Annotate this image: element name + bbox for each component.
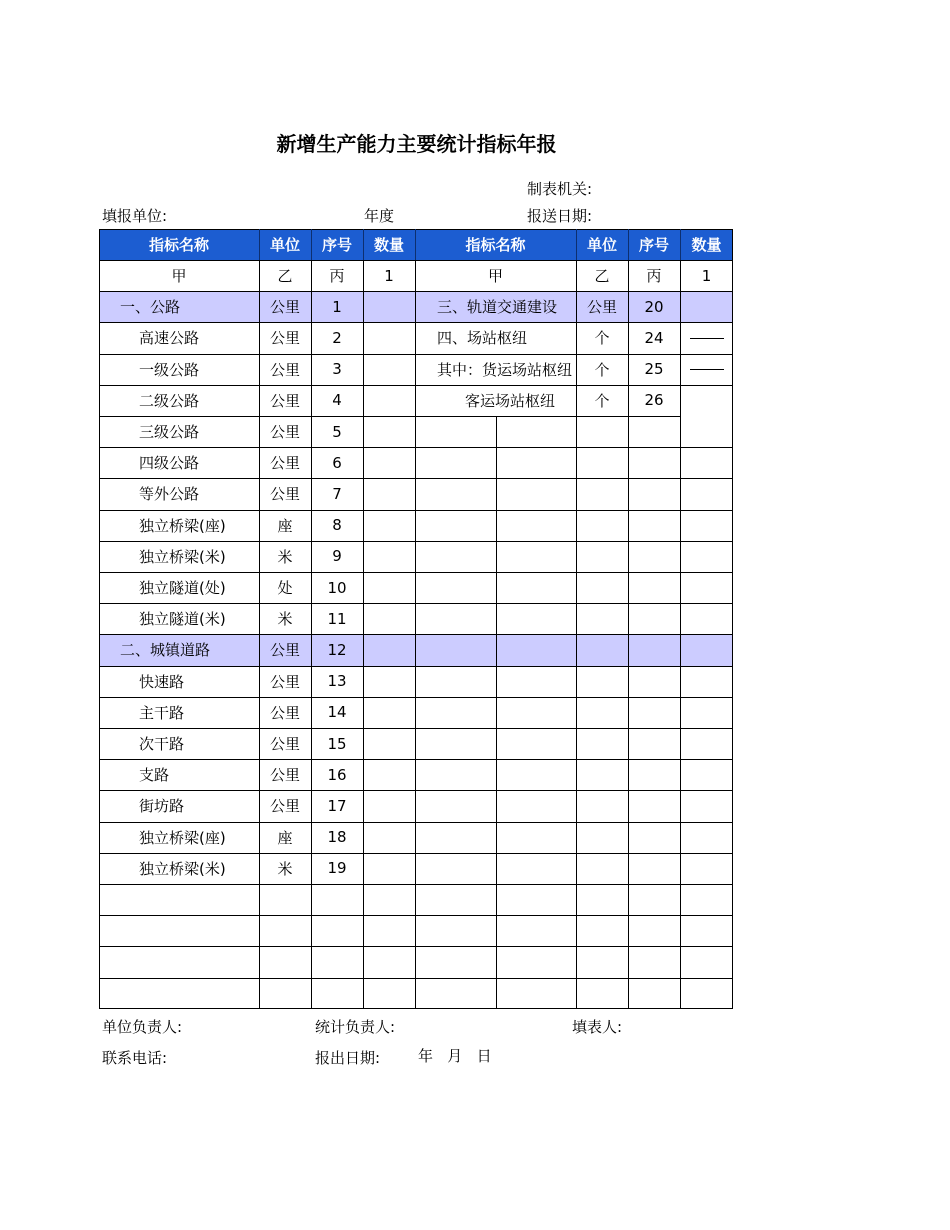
- seq-cell: 19: [327, 859, 347, 878]
- grid-line: [99, 978, 733, 979]
- indicator-name: 四级公路: [139, 454, 200, 473]
- seq-cell: 13: [327, 672, 347, 691]
- grid-line: [99, 822, 733, 823]
- header-separator: [576, 229, 577, 260]
- seq-cell: 2: [332, 328, 342, 347]
- unit-cell: 公里: [269, 329, 300, 348]
- unit-cell: 公里: [269, 423, 300, 442]
- unit-cell: 公里: [269, 360, 300, 379]
- right-indicator-name: 客运场站枢纽: [465, 391, 556, 410]
- indicator-name: 街坊路: [139, 797, 185, 816]
- right-seq-cell: 24: [644, 328, 664, 347]
- header-separator: [311, 229, 312, 260]
- unit-cell: 公里: [269, 454, 300, 473]
- grid-line: [99, 853, 733, 854]
- indicator-name: 一、公路: [120, 298, 181, 317]
- indicator-name: 等外公路: [139, 485, 200, 504]
- right-indicator-name: 三、轨道交通建设: [437, 298, 558, 317]
- indicator-name: 高速公路: [139, 329, 200, 348]
- seq-cell: 11: [327, 609, 347, 628]
- unit-cell: 公里: [269, 641, 300, 660]
- tabulating-org-label: 制表机关:: [527, 180, 593, 198]
- unit-cell: 公里: [269, 391, 300, 410]
- grid-line: [576, 229, 577, 1009]
- grid-line: [99, 385, 733, 386]
- unit-cell: 公里: [269, 672, 300, 691]
- year-label: 年度: [364, 207, 395, 225]
- seq-cell: 3: [332, 360, 342, 379]
- seq-cell: 5: [332, 422, 342, 441]
- grid-line: [99, 759, 733, 760]
- seq-cell: 9: [332, 547, 342, 566]
- grid-line: [415, 229, 416, 1009]
- header-separator: [628, 229, 629, 260]
- grid-line: [680, 229, 681, 1009]
- grid-line: [259, 229, 260, 1009]
- grid-line: [99, 291, 733, 292]
- grid-line: [99, 697, 733, 698]
- grid-line: [628, 229, 629, 1009]
- seq-cell: 14: [327, 703, 347, 722]
- grid-line: [99, 260, 733, 261]
- grid-line: [99, 603, 733, 604]
- header-cell: 序号: [321, 236, 352, 254]
- grid-line: [496, 416, 497, 1009]
- header-cell: 单位: [586, 236, 617, 254]
- header-cell: 数量: [373, 236, 404, 254]
- grid-line: [99, 229, 100, 1009]
- phone-label: 联系电话:: [102, 1049, 168, 1067]
- indicator-name: 一级公路: [139, 360, 200, 379]
- submit-date-label: 报送日期:: [527, 207, 593, 225]
- seq-cell: 12: [327, 640, 347, 659]
- filler-label: 填表人:: [572, 1018, 623, 1036]
- grid-line: [99, 666, 733, 667]
- code-cell: 1: [384, 266, 394, 285]
- unit-cell: 公里: [269, 735, 300, 754]
- code-cell: 甲: [487, 267, 503, 286]
- code-cell: 甲: [171, 267, 187, 286]
- unit-cell: 座: [277, 516, 293, 535]
- indicator-name: 次干路: [139, 735, 185, 754]
- header-separator: [680, 229, 681, 260]
- grid-line: [99, 541, 733, 542]
- indicator-name: 独立隧道(处): [139, 579, 226, 598]
- right-unit-cell: 个: [594, 360, 610, 379]
- header-cell: 指标名称: [148, 236, 209, 254]
- right-unit-cell: 个: [594, 391, 610, 410]
- grid-line: [311, 229, 312, 1009]
- code-cell: 1: [701, 266, 712, 285]
- grid-line: [732, 229, 733, 1009]
- not-applicable-dash: [690, 369, 724, 370]
- unit-head-label: 单位负责人:: [102, 1018, 183, 1036]
- header-separator: [363, 229, 364, 260]
- header-cell: 数量: [691, 236, 722, 254]
- report-date-label: 报出日期:: [315, 1049, 381, 1067]
- grid-line: [99, 354, 733, 355]
- grid-line: [99, 229, 733, 230]
- indicator-table: [99, 229, 733, 1008]
- grid-line: [99, 1008, 733, 1009]
- header-separator: [259, 229, 260, 260]
- seq-cell: 8: [332, 516, 342, 535]
- unit-cell: 公里: [269, 703, 300, 722]
- unit-cell: 公里: [269, 298, 300, 317]
- indicator-name: 独立隧道(米): [139, 610, 226, 629]
- right-unit-cell: 公里: [586, 298, 617, 317]
- indicator-name: 独立桥梁(米): [139, 547, 226, 566]
- code-cell: 丙: [646, 267, 662, 286]
- grid-line: [99, 884, 733, 885]
- indicator-name: 快速路: [139, 672, 185, 691]
- seq-cell: 6: [332, 453, 342, 472]
- seq-cell: 15: [327, 734, 347, 753]
- code-cell: 丙: [329, 267, 345, 286]
- seq-cell: 16: [327, 765, 347, 784]
- right-indicator-name: 其中：货运场站枢纽: [437, 360, 573, 379]
- unit-cell: 公里: [269, 797, 300, 816]
- header-cell: 序号: [638, 236, 669, 254]
- grid-line: [99, 416, 733, 417]
- grid-line: [99, 510, 733, 511]
- indicator-name: 二级公路: [139, 391, 200, 410]
- grid-line: [99, 572, 733, 573]
- indicator-name: 独立桥梁(座): [139, 516, 226, 535]
- seq-cell: 17: [327, 796, 347, 815]
- right-seq-cell: 20: [644, 297, 664, 316]
- seq-cell: 7: [332, 484, 342, 503]
- grid-line: [99, 728, 733, 729]
- stat-head-label: 统计负责人:: [315, 1018, 396, 1036]
- header-separator: [415, 229, 416, 260]
- indicator-name: 独立桥梁(米): [139, 859, 226, 878]
- grid-line: [99, 634, 733, 635]
- seq-cell: 10: [327, 578, 347, 597]
- report-date-value: 年 月 日: [418, 1047, 492, 1065]
- unit-cell: 米: [277, 859, 293, 878]
- grid-line: [99, 790, 733, 791]
- code-cell: 乙: [277, 267, 293, 286]
- merged-cell-mask: [681, 416, 732, 417]
- grid-line: [99, 915, 733, 916]
- indicator-name: 主干路: [139, 703, 185, 722]
- right-seq-cell: 25: [644, 360, 664, 379]
- unit-cell: 公里: [269, 766, 300, 785]
- reporting-unit-label: 填报单位:: [102, 207, 168, 225]
- report-title: 新增生产能力主要统计指标年报: [276, 132, 557, 156]
- unit-cell: 处: [277, 579, 293, 598]
- grid-line: [363, 229, 364, 1009]
- seq-cell: 4: [332, 391, 342, 410]
- unit-cell: 米: [277, 610, 293, 629]
- right-seq-cell: 26: [644, 391, 664, 410]
- grid-line: [99, 322, 733, 323]
- right-indicator-name: 四、场站枢纽: [437, 329, 528, 348]
- grid-line: [99, 447, 733, 448]
- indicator-name: 二、城镇道路: [120, 641, 211, 660]
- unit-cell: 米: [277, 547, 293, 566]
- header-cell: 指标名称: [465, 236, 526, 254]
- unit-cell: 座: [277, 828, 293, 847]
- seq-cell: 18: [327, 828, 347, 847]
- seq-cell: 1: [332, 297, 342, 316]
- indicator-name: 三级公路: [139, 423, 200, 442]
- indicator-name: 支路: [139, 766, 170, 785]
- grid-line: [99, 478, 733, 479]
- code-cell: 乙: [594, 267, 610, 286]
- unit-cell: 公里: [269, 485, 300, 504]
- indicator-name: 独立桥梁(座): [139, 828, 226, 847]
- grid-line: [99, 946, 733, 947]
- not-applicable-dash: [690, 338, 724, 339]
- right-unit-cell: 个: [594, 329, 610, 348]
- header-cell: 单位: [269, 236, 300, 254]
